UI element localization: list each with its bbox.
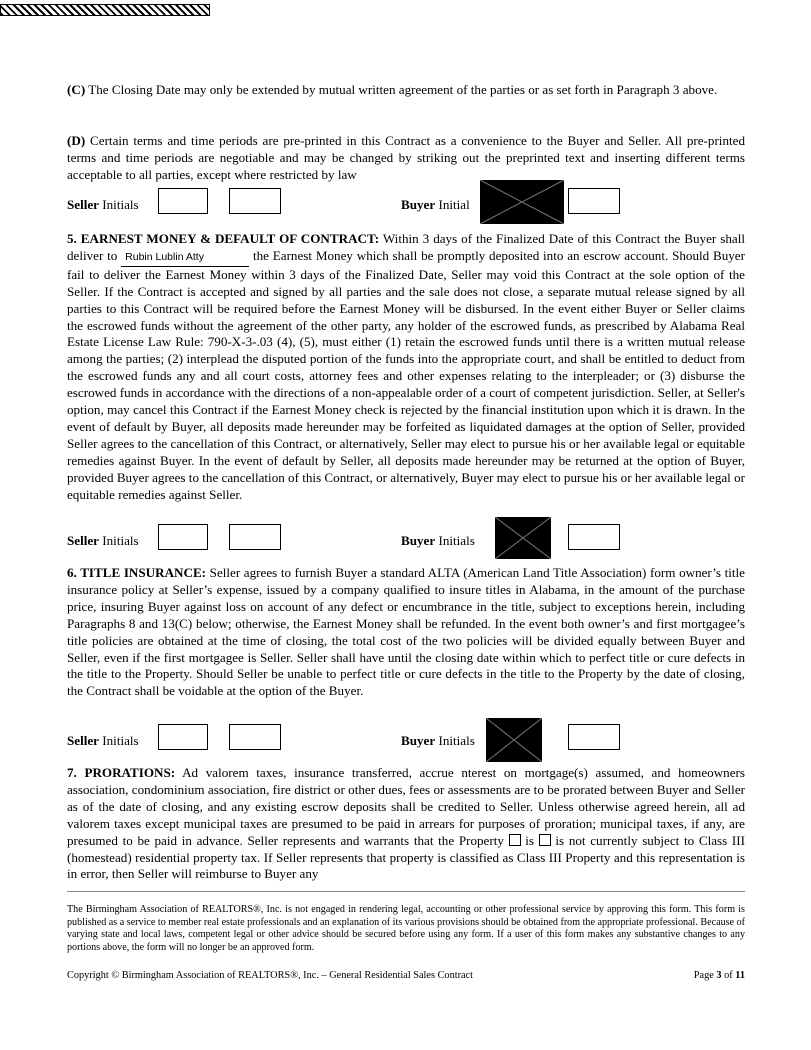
paragraph-c-text: The Closing Date may only be extended by mutual written agreement of the parties or as set forth in Paragraph 3 above.	[88, 82, 718, 97]
buyer-initials-box-2[interactable]	[568, 188, 620, 214]
footer-divider	[67, 891, 745, 892]
buyer-initials-box-2[interactable]	[568, 524, 620, 550]
seller-initials-label: Seller Initials	[67, 197, 139, 212]
buyer-initials-box-2[interactable]	[568, 724, 620, 750]
section-7-prorations: 7. PRORATIONS: Ad valorem taxes, insurance transferred, accrue nterest on mortgage(s) assumed, and homeowners association, condominium association, fire district or other dues, fees or assessments are to be prorated between Buyer and Seller as of the date of closing, and any existing escrow deposits shall be credited to Seller. Unless otherwise agreed herein, all ad valorem taxes except municipal taxes are presumed to be paid in arrears for purposes of proration; municipal taxes, if any, are presumed to be paid in advance. Seller represents and warrants that the Property is is not currently subject to Class III (homestead) residential property tax. If Seller represents that property is classified as Class III Property and this representation is in error, then Seller will reimburse to Buyer any	[67, 765, 745, 882]
section-7-heading: 7. PRORATIONS:	[67, 765, 176, 780]
page-number: Page 3 of 11	[693, 970, 745, 981]
section-6-heading: 6. TITLE INSURANCE:	[67, 565, 207, 580]
paragraph-c-label: (C)	[67, 82, 86, 97]
redacted-buyer-initials-1	[480, 180, 564, 224]
footer-copyright-line	[67, 970, 745, 981]
earnest-money-holder-field[interactable]: Rubin Lublin Atty	[121, 249, 249, 267]
seller-initials-label: Seller Initials	[67, 533, 139, 548]
section-5-heading: 5. EARNEST MONEY & DEFAULT OF CONTRACT:	[67, 231, 380, 246]
section-6-title-insurance: 6. TITLE INSURANCE: Seller agrees to furnish Buyer a standard ALTA (American Land Title Association) form owner’s title insurance policy at Seller’s expense, issued by a company qualified to insure titles in Alabama, in the amount of the purchase price, insuring Buyer against loss on account of any defect or encumbrance in the title, subject to exceptions herein, including Paragraphs 8 and 13(C) below; otherwise, the Earnest Money shall be refunded. In the event both owner’s and first mortgagee’s title policies are obtained at the time of closing, the total cost of the two policies will be divided equally between Buyer and Seller, even if the first mortgagee is Seller. Seller shall have until the closing date within which to perfect title or cure defects in the title to the Property. Should Seller be unable to perfect title or cure defects in the title to the Property by the date of closing, the Contract shall be voidable at the option of the Buyer.	[67, 565, 745, 699]
buyer-initials-label: Buyer Initials	[401, 733, 475, 748]
property-is-checkbox[interactable]	[509, 834, 521, 846]
paragraph-d-text: Certain terms and time periods are pre-printed in this Contract as a convenience to the Buyer and Seller. All pre-printed terms and time periods are negotiable and may be changed by striking out the preprinted text and inserting different terms acceptable to all parties, except where restricted by law	[67, 133, 745, 182]
redacted-buyer-initials-2	[495, 517, 551, 559]
seller-initials-box-2[interactable]	[229, 724, 281, 750]
property-is-not-checkbox[interactable]	[539, 834, 551, 846]
paragraph-d	[67, 133, 745, 184]
header-hatch-bar	[0, 4, 210, 16]
footer-disclaimer: The Birmingham Association of REALTORS®, Inc. is not engaged in rendering legal, accounting or other professional service by approving this form. This form is published as a service to member real estate professionals and an explanation of its various provisions should be obtained from the appropriate professional. Because of varying state and local laws, competent legal or other advice should be secured before using any form. If a user of this form makes any substantive changes to any portions above, the form will no longer be an approved form.	[67, 904, 745, 954]
initials-row-1	[67, 187, 745, 217]
buyer-initials-label: Buyer Initial	[401, 197, 470, 212]
redacted-buyer-initials-3	[486, 718, 542, 762]
paragraph-c	[67, 82, 745, 99]
seller-initials-box-2[interactable]	[229, 524, 281, 550]
section-5-earnest-money: 5. EARNEST MONEY & DEFAULT OF CONTRACT: Within 3 days of the Finalized Date of this Contract the Buyer shall deliver to Rubin Lublin Atty the Earnest Money which shall be promptly deposited into an escrow account. Should Buyer fail to deliver the Earnest Money within 3 days of the Finalized Date, Seller may void this Contract at the sole option of the Seller. If the Contract is accepted and signed by all parties and the sale does not close, a separate mutual release signed by all parties to this Contract will be required before the Earnest Money will be disbursed. In the event either Buyer or Seller claims the escrowed funds without the agreement of the other party, any holder of the escrowed funds, as prescribed by Alabama Real Estate License Law Rule: 790-X-3-.03 (4), (5), must either (1) retain the escrowed funds until there is a written mutual release among the parties; (2) interplead the disputed portion of the funds into the appropriate court, and shall be entitled to deduct from the escrowed funds any and all court costs, attorney fees and other expenses relating to the interpleader; or (3) disburse the escrowed funds in accordance with the directions of a non-appealable order of a court of competent jurisdiction. Seller, at Seller's option, may cancel this Contract if the Earnest Money check is rejected by the financial institution upon which it is drawn. In the event of default by Buyer, all deposits made hereunder may be forfeited as liquidated damages at the option of Seller, provided Seller agrees to the cancellation of this Contract, or alternatively, Seller may elect to pursue his or her available legal or equitable remedies against Buyer. In the event of default by Seller, all deposits made hereunder may be returned at the option of Buyer, provided Buyer agrees to the cancellation of this Contract, or alternatively, Buyer may elect to pursue his or her available legal or equitable remedies against Seller.	[67, 231, 745, 502]
seller-initials-box-1[interactable]	[158, 724, 208, 750]
initials-row-2	[67, 523, 745, 553]
seller-initials-box-1[interactable]	[158, 524, 208, 550]
initials-row-3	[67, 723, 745, 753]
seller-initials-label: Seller Initials	[67, 733, 139, 748]
seller-initials-box-2[interactable]	[229, 188, 281, 214]
buyer-initials-label: Buyer Initials	[401, 533, 475, 548]
paragraph-d-label: (D)	[67, 133, 86, 148]
seller-initials-box-1[interactable]	[158, 188, 208, 214]
copyright-text: Copyright © Birmingham Association of REALTORS®, Inc. – General Residential Sales Contract	[67, 970, 474, 981]
